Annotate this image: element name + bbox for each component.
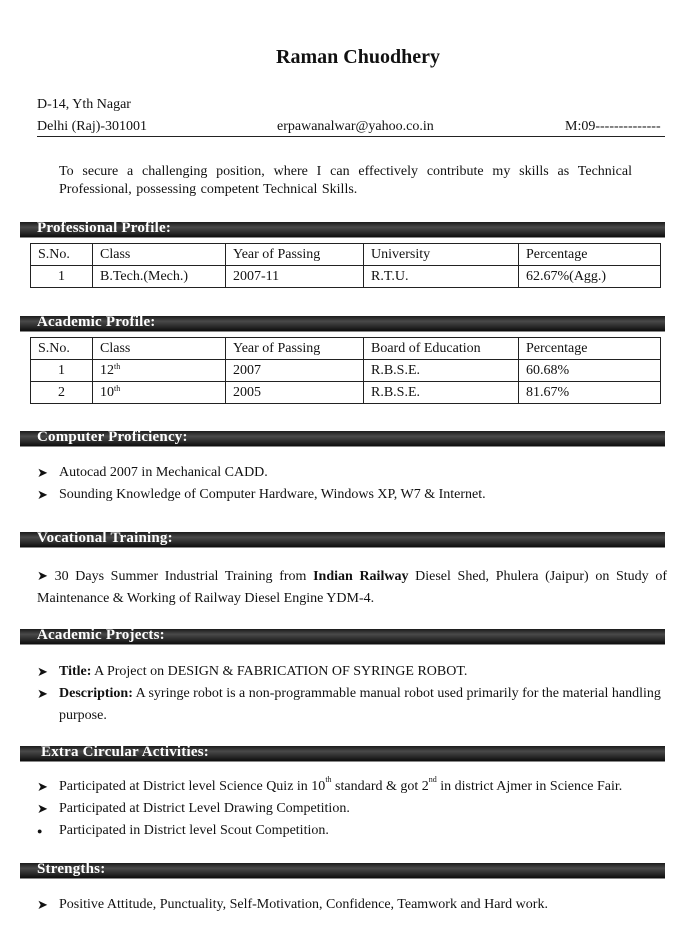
list-item-text: Participated at District Level Drawing Competition. xyxy=(59,801,350,816)
table-cell xyxy=(93,360,226,382)
table-header-cell: Percentage xyxy=(519,244,661,266)
table-cell: 60.68% xyxy=(519,360,661,382)
dot-bullet-icon: ● xyxy=(37,826,43,836)
table-cell: 1 xyxy=(31,360,93,382)
vocational-company: Indian Railway xyxy=(313,569,409,584)
table-cell xyxy=(93,382,226,404)
extra-item1-c: in district Ajmer in Science Fair. xyxy=(436,779,623,794)
section-band-projects xyxy=(20,629,665,645)
table-header-cell: S.No. xyxy=(31,338,93,360)
arrow-bullet-icon: ➤ xyxy=(37,465,48,480)
email: erpawanalwar@yahoo.co.in xyxy=(277,119,434,134)
list-item-text: Positive Attitude, Punctuality, Self-Motivation, Confidence, Teamwork and Hard work. xyxy=(59,897,548,912)
table-header-cell: Board of Education xyxy=(364,338,519,360)
table-header-cell: S.No. xyxy=(31,244,93,266)
project-description-text: A syringe robot is a non-programmable manual robot used primarily for the material handling purpose. xyxy=(59,686,661,723)
section-heading-extra: Extra Circular Activities: xyxy=(41,744,209,760)
section-band-vocational xyxy=(20,532,665,548)
ordinal-suffix: th xyxy=(114,361,121,371)
table-header-row xyxy=(31,244,661,266)
table-header-cell: Percentage xyxy=(519,338,661,360)
table-cell: 1 xyxy=(31,266,93,288)
table-header-cell: University xyxy=(364,244,519,266)
table-cell: 2005 xyxy=(226,382,364,404)
section-heading-strengths: Strengths: xyxy=(37,861,106,877)
section-band-computer xyxy=(20,431,665,447)
table-cell: 2007 xyxy=(226,360,364,382)
arrow-bullet-icon: ➤ xyxy=(37,664,48,679)
candidate-name: Raman Chuodhery xyxy=(276,46,440,68)
academic-table xyxy=(30,337,661,404)
project-title-label: Title: xyxy=(59,664,92,679)
section-band-extra xyxy=(20,746,665,762)
table-cell: 81.67% xyxy=(519,382,661,404)
table-cell: 2007-11 xyxy=(226,266,364,288)
section-heading-academic: Academic Profile: xyxy=(37,314,156,330)
header-divider xyxy=(37,136,665,137)
vocational-post: Diesel Shed, Phulera (Jaipur) on Study of Maintenance & Working of Railway Diesel Engine YDM-4. xyxy=(37,569,667,606)
section-band-professional xyxy=(20,222,665,238)
section-heading-projects: Academic Projects: xyxy=(37,627,165,643)
list-item-text: Participated in District level Scout Competition. xyxy=(59,823,329,838)
project-description xyxy=(59,683,667,727)
ordinal-suffix: th xyxy=(325,775,332,784)
table-header-cell: Year of Passing xyxy=(226,244,364,266)
ordinal-suffix: nd xyxy=(428,775,437,784)
project-title-text: A Project on DESIGN & FABRICATION OF SYRINGE ROBOT. xyxy=(91,664,468,679)
table-cell: 2 xyxy=(31,382,93,404)
arrow-bullet-icon: ➤ xyxy=(37,686,48,701)
list-item-text: Sounding Knowledge of Computer Hardware, Windows XP, W7 & Internet. xyxy=(59,487,486,502)
project-description-label: Description: xyxy=(59,686,133,701)
arrow-bullet-icon: ➤ xyxy=(37,801,48,816)
table-cell: B.Tech.(Mech.) xyxy=(93,266,226,288)
table-row xyxy=(31,360,661,382)
arrow-bullet-icon: ➤ xyxy=(37,487,48,502)
section-heading-professional: Professional Profile: xyxy=(37,220,172,236)
table-header-row xyxy=(31,338,661,360)
career-objective: To secure a challenging position, where I can effectively contribute my skills as Technical Professional, possessing competent Technical Skills. xyxy=(59,164,632,197)
table-cell: R.T.U. xyxy=(364,266,519,288)
ordinal-suffix: th xyxy=(114,383,121,393)
table-header-cell: Year of Passing xyxy=(226,338,364,360)
address-line-2: Delhi (Raj)-301001 xyxy=(37,119,148,134)
arrow-bullet-icon: ➤ xyxy=(37,568,48,583)
table-header-cell: Class xyxy=(93,244,226,266)
project-title xyxy=(59,661,677,683)
table-cell: R.B.S.E. xyxy=(364,382,519,404)
vocational-pre: 30 Days Summer Industrial Training from xyxy=(54,569,314,584)
table-cell: R.B.S.E. xyxy=(364,360,519,382)
section-heading-vocational: Vocational Training: xyxy=(37,530,173,546)
list-item-text xyxy=(59,776,677,798)
professional-table xyxy=(30,243,661,288)
table-row xyxy=(31,266,661,288)
mobile-number: M:09-------------- xyxy=(565,119,661,134)
arrow-bullet-icon: ➤ xyxy=(37,897,48,912)
table-row xyxy=(31,382,661,404)
extra-item1-a: Participated at District level Science Quiz in 10 xyxy=(59,779,326,794)
address-line-1: D-14, Yth Nagar xyxy=(37,97,131,112)
vocational-text xyxy=(37,565,667,610)
table-header-cell: Class xyxy=(93,338,226,360)
extra-item1-b: standard & got 2 xyxy=(331,779,429,794)
class-value: 10 xyxy=(100,384,114,400)
section-heading-computer: Computer Proficiency: xyxy=(37,429,188,445)
section-band-strengths xyxy=(20,863,665,879)
class-value: 12 xyxy=(100,362,114,378)
list-item-text: Autocad 2007 in Mechanical CADD. xyxy=(59,465,268,480)
arrow-bullet-icon: ➤ xyxy=(37,779,48,794)
table-cell: 62.67%(Agg.) xyxy=(519,266,661,288)
section-band-academic xyxy=(20,316,665,332)
